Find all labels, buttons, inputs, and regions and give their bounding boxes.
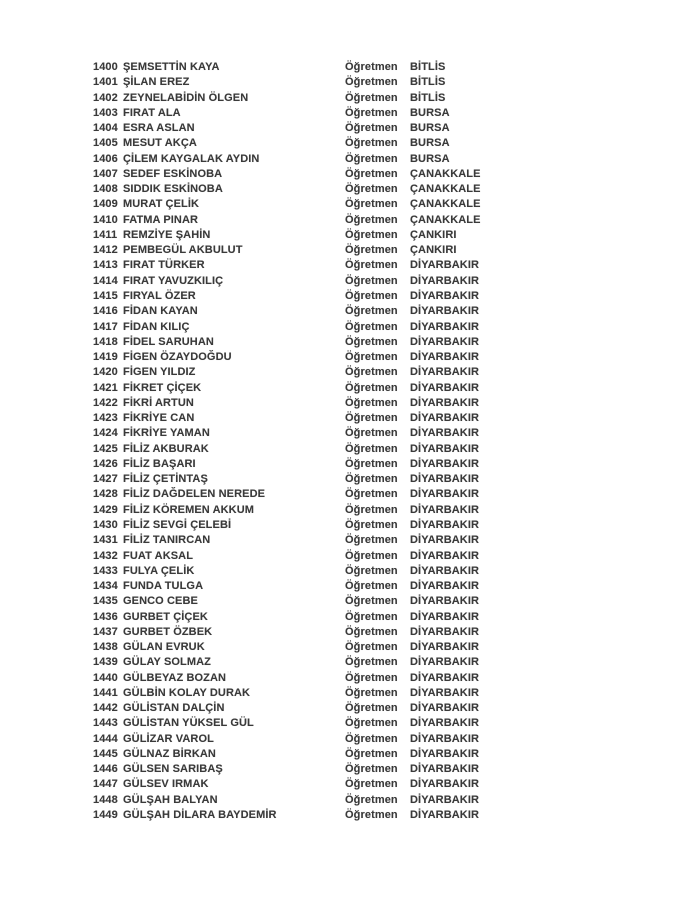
roster-row <box>93 350 680 365</box>
roster-row <box>93 381 680 396</box>
person-name: FİLİZ BAŞARI <box>123 457 196 470</box>
roster-row <box>93 136 680 151</box>
row-number: 1429 <box>93 503 118 516</box>
roster-row <box>93 197 680 212</box>
person-name: GÜLŞAH BALYAN <box>123 793 218 806</box>
roster-row <box>93 213 680 228</box>
roster-row <box>93 747 680 762</box>
province: DİYARBAKIR <box>410 686 480 699</box>
roster-row <box>93 808 680 823</box>
occupation: Öğretmen <box>345 167 398 180</box>
roster-row <box>93 182 680 197</box>
occupation: Öğretmen <box>345 671 398 684</box>
row-number: 1401 <box>93 76 118 89</box>
province: DİYARBAKIR <box>410 809 480 822</box>
roster-row <box>93 75 680 90</box>
province: DİYARBAKIR <box>410 457 480 470</box>
row-number: 1444 <box>93 732 118 745</box>
roster-row <box>93 289 680 304</box>
roster-row <box>93 762 680 777</box>
province: DİYARBAKIR <box>410 442 480 455</box>
person-name: GÜLBİN KOLAY DURAK <box>123 686 251 699</box>
province: DİYARBAKIR <box>410 518 480 531</box>
roster-row <box>93 777 680 792</box>
province: DİYARBAKIR <box>410 747 480 760</box>
person-name: GÜLAY SOLMAZ <box>123 656 211 669</box>
person-name: ŞİLAN EREZ <box>123 76 190 89</box>
row-number: 1412 <box>93 244 118 257</box>
occupation: Öğretmen <box>345 549 398 562</box>
roster-row <box>93 335 680 350</box>
row-number: 1406 <box>93 152 118 165</box>
occupation: Öğretmen <box>345 747 398 760</box>
person-name: FİLİZ ÇETİNTAŞ <box>123 473 208 486</box>
person-name: FİGEN ÖZAYDOĞDU <box>123 351 232 364</box>
province: ÇANKIRI <box>410 244 457 257</box>
province: BURSA <box>410 137 450 150</box>
occupation: Öğretmen <box>345 91 398 104</box>
person-name: FİKRİ ARTUN <box>123 396 194 409</box>
province: BİTLİS <box>410 76 446 89</box>
row-number: 1417 <box>93 320 118 333</box>
person-name: FİDAN KILIÇ <box>123 320 190 333</box>
row-number: 1419 <box>93 351 118 364</box>
roster-row <box>93 243 680 258</box>
row-number: 1422 <box>93 396 118 409</box>
row-number: 1436 <box>93 610 118 623</box>
roster-row <box>93 549 680 564</box>
row-number: 1440 <box>93 671 118 684</box>
person-name: FİKRİYE CAN <box>123 412 195 425</box>
row-number: 1421 <box>93 381 118 394</box>
roster-row <box>93 594 680 609</box>
row-number: 1405 <box>93 137 118 150</box>
roster-row <box>93 274 680 289</box>
province: DİYARBAKIR <box>410 610 480 623</box>
roster-row <box>93 457 680 472</box>
roster-row <box>93 533 680 548</box>
roster-row <box>93 472 680 487</box>
province: BİTLİS <box>410 91 446 104</box>
roster-row <box>93 686 680 701</box>
roster-row <box>93 365 680 380</box>
person-name: GURBET ÖZBEK <box>123 625 213 638</box>
province: DİYARBAKIR <box>410 595 480 608</box>
row-number: 1438 <box>93 641 118 654</box>
roster-row <box>93 564 680 579</box>
person-name: ESRA ASLAN <box>123 122 195 135</box>
occupation: Öğretmen <box>345 488 398 501</box>
row-number: 1428 <box>93 488 118 501</box>
row-number: 1425 <box>93 442 118 455</box>
roster-row <box>93 610 680 625</box>
person-name: GÜLİZAR VAROL <box>123 732 214 745</box>
occupation: Öğretmen <box>345 244 398 257</box>
roster-row <box>93 228 680 243</box>
occupation: Öğretmen <box>345 76 398 89</box>
province: DİYARBAKIR <box>410 366 480 379</box>
person-name: FİGEN YILDIZ <box>123 366 196 379</box>
roster-row <box>93 121 680 136</box>
occupation: Öğretmen <box>345 351 398 364</box>
row-number: 1400 <box>93 61 118 73</box>
province: ÇANAKKALE <box>410 183 481 196</box>
province: BURSA <box>410 122 450 135</box>
occupation: Öğretmen <box>345 442 398 455</box>
row-number: 1402 <box>93 91 118 104</box>
row-number: 1410 <box>93 213 118 226</box>
occupation: Öğretmen <box>345 122 398 135</box>
person-name: FİKRİYE YAMAN <box>123 427 210 440</box>
roster-row <box>93 411 680 426</box>
person-name: FATMA PINAR <box>123 213 199 226</box>
province: DİYARBAKIR <box>410 717 480 730</box>
row-number: 1411 <box>93 228 118 241</box>
occupation: Öğretmen <box>345 61 398 73</box>
roster-row <box>93 152 680 167</box>
occupation: Öğretmen <box>345 274 398 287</box>
occupation: Öğretmen <box>345 335 398 348</box>
province: DİYARBAKIR <box>410 351 480 364</box>
person-name: REMZİYE ŞAHİN <box>123 228 211 241</box>
province: BURSA <box>410 106 450 119</box>
roster-row <box>93 518 680 533</box>
person-name: ZEYNELABİDİN ÖLGEN <box>123 91 249 104</box>
province: DİYARBAKIR <box>410 778 480 791</box>
person-name: FIRAT ALA <box>123 106 181 119</box>
roster-row <box>93 579 680 594</box>
row-number: 1409 <box>93 198 118 211</box>
occupation: Öğretmen <box>345 473 398 486</box>
occupation: Öğretmen <box>345 702 398 715</box>
row-number: 1413 <box>93 259 118 272</box>
person-name: FİKRET ÇİÇEK <box>123 381 202 394</box>
person-name: FİLİZ TANIRCAN <box>123 534 211 547</box>
roster-row <box>93 655 680 670</box>
province: DİYARBAKIR <box>410 641 480 654</box>
row-number: 1420 <box>93 366 118 379</box>
row-number: 1415 <box>93 289 118 302</box>
row-number: 1431 <box>93 534 118 547</box>
occupation: Öğretmen <box>345 381 398 394</box>
occupation: Öğretmen <box>345 763 398 776</box>
occupation: Öğretmen <box>345 228 398 241</box>
occupation: Öğretmen <box>345 412 398 425</box>
occupation: Öğretmen <box>345 396 398 409</box>
roster-row <box>93 701 680 716</box>
occupation: Öğretmen <box>345 534 398 547</box>
province: DİYARBAKIR <box>410 412 480 425</box>
person-name: GÜLBEYAZ BOZAN <box>123 671 227 684</box>
row-number: 1407 <box>93 167 118 180</box>
occupation: Öğretmen <box>345 305 398 318</box>
occupation: Öğretmen <box>345 656 398 669</box>
occupation: Öğretmen <box>345 320 398 333</box>
province: ÇANAKKALE <box>410 167 481 180</box>
province: ÇANKIRI <box>410 228 457 241</box>
occupation: Öğretmen <box>345 809 398 822</box>
province: DİYARBAKIR <box>410 564 480 577</box>
occupation: Öğretmen <box>345 366 398 379</box>
roster-row <box>93 167 680 182</box>
person-name: MURAT ÇELİK <box>123 198 200 211</box>
person-name: GENCO CEBE <box>123 595 198 608</box>
row-number: 1426 <box>93 457 118 470</box>
person-name: GÜLİSTAN YÜKSEL GÜL <box>123 717 254 730</box>
row-number: 1442 <box>93 702 118 715</box>
province: DİYARBAKIR <box>410 289 480 302</box>
occupation: Öğretmen <box>345 595 398 608</box>
province: DİYARBAKIR <box>410 656 480 669</box>
province: DİYARBAKIR <box>410 671 480 684</box>
roster-row <box>93 716 680 731</box>
person-name: FUNDA TULGA <box>123 580 204 593</box>
occupation: Öğretmen <box>345 625 398 638</box>
occupation: Öğretmen <box>345 580 398 593</box>
person-name: FİLİZ KÖREMEN AKKUM <box>123 503 255 516</box>
occupation: Öğretmen <box>345 152 398 165</box>
row-number: 1416 <box>93 305 118 318</box>
person-name: GÜLSEN SARIBAŞ <box>123 763 223 776</box>
province: DİYARBAKIR <box>410 335 480 348</box>
occupation: Öğretmen <box>345 457 398 470</box>
occupation: Öğretmen <box>345 427 398 440</box>
person-name: FİLİZ AKBURAK <box>123 442 209 455</box>
person-name: GÜLSEV IRMAK <box>123 778 209 791</box>
person-name: SIDDIK ESKİNOBA <box>123 183 223 196</box>
province: DİYARBAKIR <box>410 625 480 638</box>
row-number: 1432 <box>93 549 118 562</box>
occupation: Öğretmen <box>345 717 398 730</box>
province: DİYARBAKIR <box>410 427 480 440</box>
row-number: 1427 <box>93 473 118 486</box>
province: DİYARBAKIR <box>410 549 480 562</box>
row-number: 1404 <box>93 122 118 135</box>
province: DİYARBAKIR <box>410 534 480 547</box>
roster-row <box>93 442 680 457</box>
occupation: Öğretmen <box>345 686 398 699</box>
roster-row <box>93 625 680 640</box>
person-name: FIRAT YAVUZKILIÇ <box>123 274 224 287</box>
occupation: Öğretmen <box>345 183 398 196</box>
province: BİTLİS <box>410 61 446 73</box>
occupation: Öğretmen <box>345 503 398 516</box>
person-name: FİDEL SARUHAN <box>123 335 214 348</box>
person-name: GÜLŞAH DİLARA BAYDEMİR <box>123 809 277 822</box>
province: DİYARBAKIR <box>410 763 480 776</box>
province: DİYARBAKIR <box>410 793 480 806</box>
occupation: Öğretmen <box>345 610 398 623</box>
province: ÇANAKKALE <box>410 213 481 226</box>
teacher-roster-list <box>93 60 680 823</box>
occupation: Öğretmen <box>345 564 398 577</box>
person-name: FİDAN KAYAN <box>123 305 198 318</box>
person-name: PEMBEGÜL AKBULUT <box>123 244 243 257</box>
occupation: Öğretmen <box>345 137 398 150</box>
person-name: GURBET ÇİÇEK <box>123 610 208 623</box>
person-name: FIRYAL ÖZER <box>123 289 196 302</box>
roster-row <box>93 426 680 441</box>
roster-row <box>93 671 680 686</box>
row-number: 1446 <box>93 763 118 776</box>
person-name: GÜLAN EVRUK <box>123 641 205 654</box>
row-number: 1430 <box>93 518 118 531</box>
province: BURSA <box>410 152 450 165</box>
row-number: 1423 <box>93 412 118 425</box>
row-number: 1418 <box>93 335 118 348</box>
person-name: ŞEMSETTİN KAYA <box>123 61 220 73</box>
row-number: 1447 <box>93 778 118 791</box>
roster-row <box>93 304 680 319</box>
occupation: Öğretmen <box>345 778 398 791</box>
province: DİYARBAKIR <box>410 473 480 486</box>
row-number: 1441 <box>93 686 118 699</box>
roster-row <box>93 320 680 335</box>
roster-row <box>93 60 680 75</box>
row-number: 1408 <box>93 183 118 196</box>
row-number: 1435 <box>93 595 118 608</box>
province: DİYARBAKIR <box>410 702 480 715</box>
person-name: FULYA ÇELİK <box>123 564 195 577</box>
roster-row <box>93 487 680 502</box>
row-number: 1434 <box>93 580 118 593</box>
roster-row <box>93 396 680 411</box>
row-number: 1448 <box>93 793 118 806</box>
occupation: Öğretmen <box>345 518 398 531</box>
roster-row <box>93 503 680 518</box>
roster-row <box>93 106 680 121</box>
province: DİYARBAKIR <box>410 320 480 333</box>
row-number: 1439 <box>93 656 118 669</box>
province: DİYARBAKIR <box>410 488 480 501</box>
occupation: Öğretmen <box>345 259 398 272</box>
row-number: 1403 <box>93 106 118 119</box>
person-name: ÇİLEM KAYGALAK AYDIN <box>123 152 260 165</box>
roster-row <box>93 793 680 808</box>
roster-row <box>93 91 680 106</box>
occupation: Öğretmen <box>345 289 398 302</box>
province: DİYARBAKIR <box>410 503 480 516</box>
row-number: 1445 <box>93 747 118 760</box>
province: DİYARBAKIR <box>410 732 480 745</box>
occupation: Öğretmen <box>345 641 398 654</box>
person-name: GÜLNAZ BİRKAN <box>123 747 216 760</box>
person-name: SEDEF ESKİNOBA <box>123 167 223 180</box>
person-name: FIRAT TÜRKER <box>123 259 205 272</box>
occupation: Öğretmen <box>345 793 398 806</box>
province: ÇANAKKALE <box>410 198 481 211</box>
person-name: GÜLİSTAN DALÇİN <box>123 702 225 715</box>
roster-row <box>93 258 680 273</box>
row-number: 1449 <box>93 809 118 822</box>
province: DİYARBAKIR <box>410 580 480 593</box>
province: DİYARBAKIR <box>410 305 480 318</box>
occupation: Öğretmen <box>345 198 398 211</box>
province: DİYARBAKIR <box>410 259 480 272</box>
row-number: 1443 <box>93 717 118 730</box>
person-name: FİLİZ DAĞDELEN NEREDE <box>123 488 266 501</box>
row-number: 1414 <box>93 274 118 287</box>
row-number: 1424 <box>93 427 118 440</box>
roster-row <box>93 640 680 655</box>
person-name: MESUT AKÇA <box>123 137 197 150</box>
province: DİYARBAKIR <box>410 396 480 409</box>
occupation: Öğretmen <box>345 732 398 745</box>
person-name: FUAT AKSAL <box>123 549 194 562</box>
province: DİYARBAKIR <box>410 381 480 394</box>
province: DİYARBAKIR <box>410 274 480 287</box>
occupation: Öğretmen <box>345 106 398 119</box>
occupation: Öğretmen <box>345 213 398 226</box>
person-name: FİLİZ SEVGİ ÇELEBİ <box>123 518 232 531</box>
row-number: 1433 <box>93 564 118 577</box>
roster-row <box>93 732 680 747</box>
row-number: 1437 <box>93 625 118 638</box>
